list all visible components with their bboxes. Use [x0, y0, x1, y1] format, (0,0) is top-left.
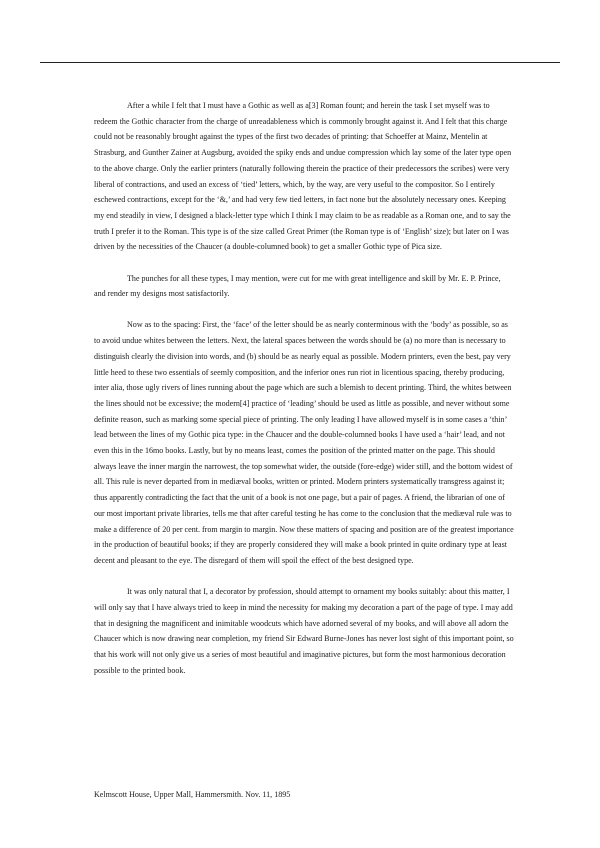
header-rule [40, 62, 560, 63]
signature-line: Kelmscott House, Upper Mall, Hammersmith. Nov. 11, 1895 [94, 790, 291, 799]
paragraph-ornament: It was only natural that I, a decorator by profession, should attempt to ornament my books suitably: about this matter, I will only say that I have always tried to keep in mind the necessity for making my decoration a part of the page of type. I may add that in designing the magnificent and inimitable woodcuts which have adorned several of my books, and will above all adorn the Chaucer which is now drawing near completion, my friend Sir Edward Burne-Jones has never lost sight of this important point, so that his work will not only give us a series of most beautiful and imaginative pictures, but form the most harmonious decoration possible to the printed book. [94, 587, 514, 675]
document-body [94, 98, 514, 694]
paragraph-gothic-fount: After a while I felt that I must have a Gothic as well as a[3] Roman fount; and herein the task I set myself was to redeem the Gothic character from the charge of unreadableness which is commonly brought against it. And I felt that this charge could not be reasonably brought against the types of the first two decades of printing: that Schoeffer at Mainz, Mentelin at Strasburg, and Gunther Zainer at Augsburg, avoided the spiky ends and undue compression which lay some of the later type open to the above charge. Only the earlier printers (naturally following therein the practice of their predecessors the scribes) were very liberal of contractions, and used an excess of ‘tied’ letters, which, by the way, are very useful to the compositor. So I entirely eschewed contractions, except for the ‘&,’ and had very few tied letters, in fact none but the absolutely necessary ones. Keeping my end steadily in view, I designed a black-letter type which I think I may claim to be as readable as a Roman one, and to say the truth I prefer it to the Roman. This type is of the size called Great Primer (the Roman type is of ‘English’ size); but later on I was driven by the necessities of the Chaucer (a double-columned book) to get a smaller Gothic type of Pica size. [94, 101, 512, 252]
paragraph-punches: The punches for all these types, I may mention, were cut for me with great intelligence and skill by Mr. E. P. Prince, and render my designs most satisfactorily. [94, 273, 501, 299]
paragraph-spacing: Now as to the spacing: First, the ‘face’ of the letter should be as nearly conterminous with the ‘body’ as possible, so as to avoid undue whites between the letters. Next, the lateral spaces between the words should be (a) no more than is necessary to distinguish clearly the division into words, and (b) should be as nearly equal as possible. Modern printers, even the best, pay very little heed to these two essentials of seemly composition, and the inferior ones run riot in licentious spacing, thereby producing, inter alia, those ugly rivers of lines running about the page which are such a blemish to decent printing. Third, the whites between the lines should not be excessive; the modern[4] practice of ‘leading’ should be used as little as possible, and never without some definite reason, such as marking some special piece of printing. The only leading I have allowed myself is in some cases a ‘thin’ lead between the lines of my Gothic pica type: in the Chaucer and the double-columned books I have used a ‘hair’ lead, and not even this in the 16mo books. Lastly, but by no means least, comes the position of the printed matter on the page. This should always leave the inner margin the narrowest, the top somewhat wider, the outside (fore-edge) wider still, and the bottom widest of all. This rule is never departed from in mediæval books, written or printed. Modern printers systematically transgress against it; thus apparently contradicting the fact that the unit of a book is not one page, but a pair of pages. A friend, the librarian of one of our most important private libraries, tells me that after careful testing he has come to the conclusion that the mediæval rule was to make a difference of 20 per cent. from margin to margin. Now these matters of spacing and position are of the greatest importance in the production of beautiful books; if they are properly considered they will make a book printed in quite ordinary type at least decent and pleasant to the eye. The disregard of them will spoil the effect of the best designed type. [94, 320, 514, 565]
